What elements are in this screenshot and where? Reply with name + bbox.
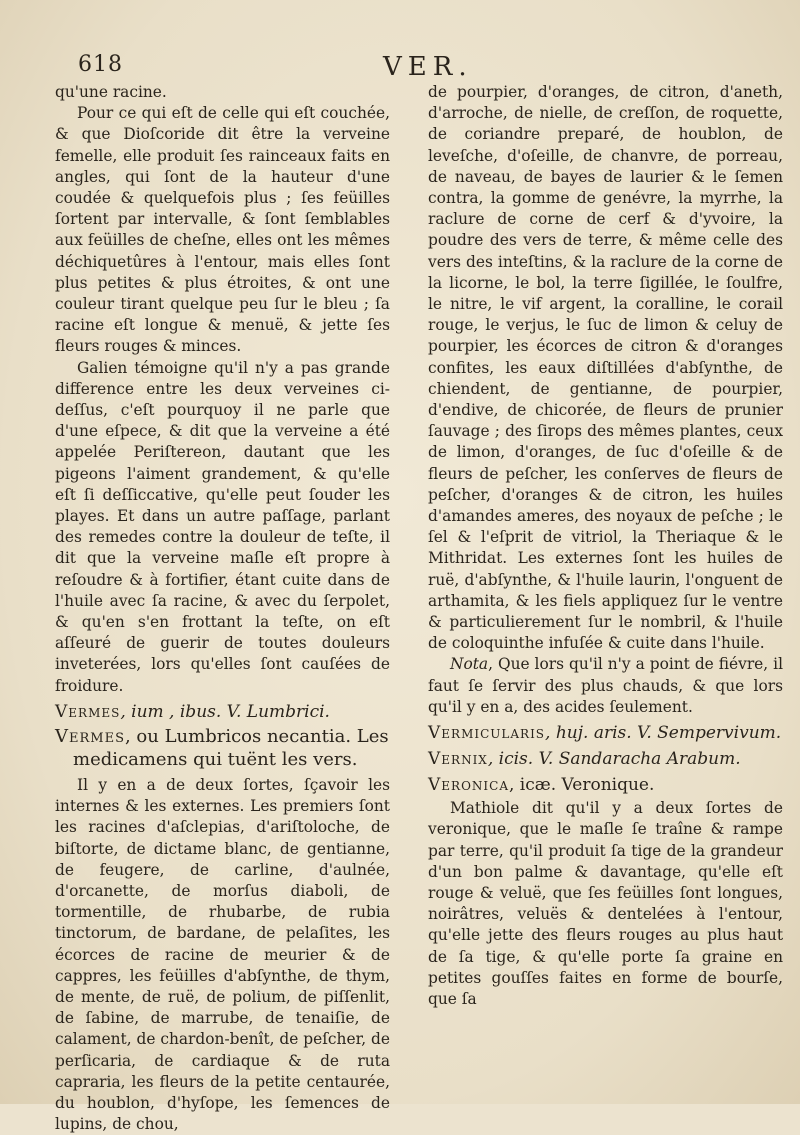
entry-headword: Vermes bbox=[55, 701, 121, 722]
paragraph bbox=[428, 654, 783, 718]
paragraph: qu'une racine. bbox=[55, 83, 167, 101]
left-column bbox=[55, 82, 390, 1135]
paragraph: Pour ce qui eſt de celle qui eſt couchée, & que Dioſcoride dit être la verveine femelle, elle produit ſes rainceaux faits en angles, qui ſont de la hauteur d'une coudée & quelquefois plus ; ſes feüilles ſortent par intervalle, & ſont ſemblables aux feüilles de cheſne, elles ont les mêmes déchiquetûres à l'entour, mais elles ſont plus petites & plus étroites, & ont une couleur tirant quelque peu ſur le bleu ; ſa racine eſt longue & menuë, & jette ſes fleurs rouges & minces. bbox=[55, 104, 390, 356]
entry-reference: , icis. V. Sandaracha Arabum. bbox=[487, 749, 741, 770]
right-column bbox=[428, 82, 783, 1010]
entry-definition: , ou Lumbricos necantia. Les medicamens qui tuënt les vers. bbox=[73, 725, 389, 770]
paragraph: Galien témoigne qu'il n'y a pas grande difference entre les deux verveines ci-deſſus, c'eſt pourquoy il ne parle que d'une eſpece, & dit que la verveine a été appelée Periſtereon, dautant que les pigeons l'aiment grandement, & qu'elle eſt ſi deſſiccative, qu'elle peut ſouder les playes. Et dans un autre paſſage, parlant des remedes contre la douleur de teſte, il dit que la verveine maſle eſt propre à reſoudre & à fortifier, étant cuite dans de l'huile avec ſa racine, & avec du ſerpolet, & qu'en s'en frottant la teſte, on eſt aſſeuré de guerir de toutes douleurs inveterées, lors qu'elles ſont cauſées de froidure. bbox=[55, 358, 390, 695]
nota-label: Nota bbox=[450, 655, 489, 674]
entry-headword: Veronica bbox=[428, 775, 509, 796]
paragraph: Il y en a de deux ſortes, ſçavoir les internes & les externes. Les premiers ſont les racines d'aſclepias, d'ariſtoloche, de biſtorte, de dictame blanc, de gentianne, de feugere, de carline, d'aulnée, d'orcanette, de morſus diaboli, de tormentille, de rhubarbe, de rubia tinctorum, de bardane, de pelaſites, les écorces de racine de meurier & de cappres, les feüilles d'abſynthe, de thym, de mente, de ruë, de polium, de piſſenlit, de ſabine, de marrube, de tenaiſie, de calament, de chardon-benît, de peſcher, de perſicaria, de cardiaque & de ruta capraria, les fleurs de la petite centaurée, du houblon, d'hyſope, les ſemences de lupins, de chou, bbox=[55, 775, 390, 1134]
dictionary-entry-heading bbox=[428, 774, 783, 796]
dictionary-entry-heading bbox=[55, 701, 390, 723]
paragraph: de pourpier, d'oranges, de citron, d'aneth, d'arroche, de nielle, de creſſon, de roquette, de coriandre preparé, de houblon, de leveſche, d'oſeille, de chanvre, de porreau, de naveau, de bayes de laurier & le ſemen contra, la gomme de genévre, la myrrhe, la raclure de corne de cerf & d'yvoire, la poudre des vers de terre, & même celle des vers des inteſtins, & la raclure de la corne de la licorne, le bol, la terre ſigillée, le ſoulfre, le nitre, le vif argent, la coralline, le corail rouge, le verjus, le ſuc de limon & celuy de pourpier, les écorces de citron & d'oranges confites, les eaux diſtillées d'abſynthe, de chiendent, de gentianne, de pourpier, d'endive, de chicorée, de fleurs de prunier ſauvage ; des ſirops des mêmes plantes, ceux de limon, d'oranges, de ſuc d'oſeille & de fleurs de peſcher, les conſerves de fleurs de peſcher, d'oranges & de citron, les huiles d'amandes ameres, des noyaux de peſche ; le ſel & l'eſprit de vitriol, la Theriaque & le Mithridat. Les externes ſont les huiles de ruë, d'abſynthe, & l'huile laurin, l'onguent de arthamita, & les fiels appliquez ſur le ventre & particulierement ſur le nombril, & l'huile de coloquinthe infuſée & cuite dans l'huile. bbox=[428, 83, 783, 653]
nota-text: , Que lors qu'il n'y a point de fiévre, il faut ſe ſervir des plus chauds, & que lors qu'il y en a, des acides ſeulement. bbox=[428, 655, 783, 716]
entry-headword: Vernix bbox=[428, 749, 488, 770]
entry-definition: , icæ. Veronique. bbox=[509, 775, 655, 796]
entry-reference: , ium , ibus. V. Lumbrici. bbox=[120, 701, 330, 722]
entry-reference: , huj. aris. V. Sempervivum. bbox=[545, 723, 782, 744]
entry-headword: Vermes bbox=[55, 725, 125, 747]
dictionary-entry-heading bbox=[55, 725, 390, 771]
entry-headword: Vermicularis bbox=[428, 723, 546, 744]
page-number: 618 bbox=[78, 52, 123, 77]
paragraph: Mathiole dit qu'il y a deux ſortes de veronique, que le maſle ſe traîne & rampe par terre, qu'il produit ſa tige de la grandeur d'un bon palme & davantage, qu'elle eſt rouge & veluë, que ſes feüilles ſont longues, noirâtres, veluës & dentelées à l'entour, qu'elle jette des fleurs rouges au plus haut de ſa tige, & qu'elle porte ſa graine en petites gouſſes faites en forme de bourſe, que ſa bbox=[428, 799, 783, 1008]
dictionary-entry-heading bbox=[428, 722, 783, 744]
running-head: VER. bbox=[383, 52, 473, 82]
dictionary-entry-heading bbox=[428, 748, 783, 770]
